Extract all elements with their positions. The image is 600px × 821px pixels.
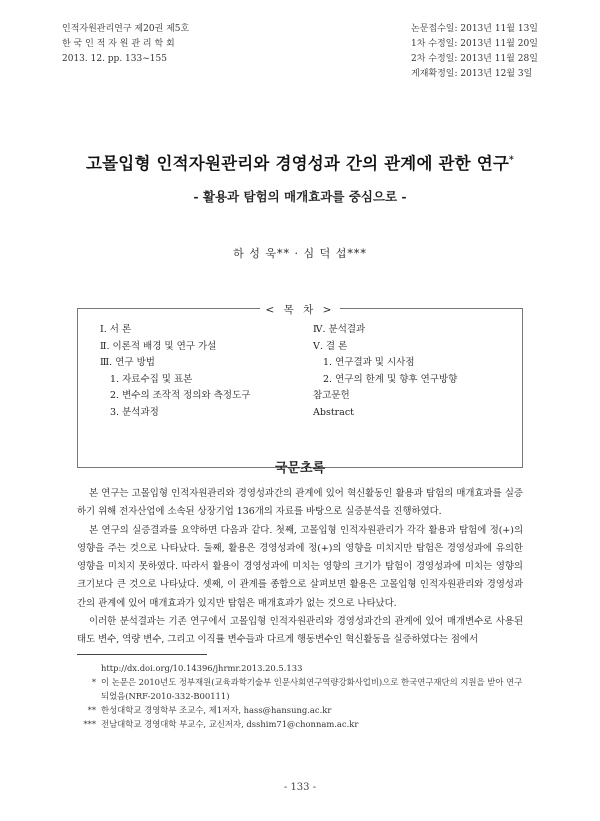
toc-title-text: < 목 차 > [260, 304, 341, 316]
footnote-first-author [77, 703, 523, 717]
paper-title-text: 고몰입형 인적자원관리와 경영성과 간의 관계에 관한 연구 [86, 154, 510, 173]
journal-line: 2013. 12. pp. 133~155 [62, 54, 167, 64]
authors: 하 성 욱** · 심 덕 섭*** [233, 247, 367, 260]
toc-item: Ⅱ. 이론적 배경 및 연구 가설 [100, 340, 217, 352]
footnote-mark: *** [83, 719, 96, 729]
page-number: - 133 - [283, 782, 317, 793]
toc-item: Ⅲ. 연구 방법 [100, 357, 155, 368]
paper-title [40, 150, 560, 174]
date-line: 2차 수정일: 2013년 11월 28일 [411, 54, 538, 64]
footnote-text: 이 논문은 2010년도 정부재원(교육과학기술부 인문사회연구역량강화사업비)으로 한국연구재단의 지원을 받아 연구되었음(NRF-2010-332-B00111) [101, 677, 523, 701]
footnotes [77, 661, 523, 731]
abstract-heading: 국문초록 [274, 461, 326, 476]
abstract-body [77, 485, 523, 650]
date-line: 논문접수일: 2013년 11월 13일 [411, 24, 538, 34]
footnote-mark: * [91, 677, 96, 687]
journal-line: 한 국 인 적 자 원 관 리 학 회 [62, 39, 175, 49]
footnote-doi [77, 661, 523, 675]
submission-dates [411, 22, 538, 82]
footnote-text: 전남대학교 경영대학 부교수, 교신저자, dsshim71@chonnam.ac.kr [101, 719, 359, 729]
date-line: 게재확정일: 2013년 12월 3일 [411, 69, 533, 79]
footnote-text: 한성대학교 경영학부 조교수, 제1저자, hass@hansung.ac.kr [101, 705, 332, 715]
footnote-funding [77, 675, 523, 703]
toc-subitem: 2. 연구의 한계 및 향후 연구방향 [323, 373, 458, 385]
toc-item: Ⅰ. 서 론 [100, 324, 132, 335]
toc-item: Ⅳ. 분석결과 [313, 324, 366, 335]
paper-subtitle: - 활용과 탐험의 매개효과를 중심으로 - [193, 189, 407, 204]
toc-subitem: 3. 분석과정 [110, 406, 159, 418]
toc-subitem: 1. 연구결과 및 시사점 [323, 357, 415, 368]
abstract-paragraph: 이러한 분석결과는 기존 연구에서 고몰입형 인적자원관리와 경영성과간의 관계에 있어 매개변수로 사용된 태도 변수, 역량 변수, 그리고 이직률 변수들과 다르게 행동변수인 혁신활동을 실증하였다는 점에서 [77, 616, 523, 646]
footnote-mark [77, 661, 101, 675]
journal-line: 인적자원관리연구 제20권 제5호 [62, 24, 190, 34]
toc-subitem: 2. 변수의 조작적 정의와 측정도구 [110, 390, 251, 401]
toc-left-column [100, 322, 250, 421]
toc-title [0, 302, 600, 317]
doi-link[interactable]: http://dx.doi.org/10.14396/jhrmr.2013.20.5.133 [101, 663, 303, 673]
footnote-mark: ** [87, 705, 96, 715]
abstract-paragraph: 본 연구는 고몰입형 인적자원관리와 경영성과간의 관계에 있어 혁신활동인 활용과 탐험의 매개효과를 실증하기 위해 전자산업에 소속된 상장기업 136개의 자료를 바탕으로 실증분석을 진행하였다. [77, 488, 523, 518]
toc-item: Ⅴ. 결 론 [313, 340, 348, 352]
title-footnote-mark: * [509, 155, 514, 166]
toc-right-column [313, 322, 457, 421]
toc-item: 참고문헌 [313, 390, 350, 401]
footnote-divider [77, 654, 207, 655]
abstract-paragraph: 본 연구의 실증결과를 요약하면 다음과 같다. 첫째, 고몰입형 인적자원관리가 각각 활용과 탐험에 정(+)의 영향을 주는 것으로 나타났다. 둘째, 활용은 경영성과에 정(+)의 영향을 미치지만 탐험은 경영성과에 유의한 영향을 미치지 못하였다. 따라서 활용이 경영성과에 미치는 영향의 크기가 탐험이 경영성과에 미치는 영향의 크기보다 큰 것으로 나타났다. 셋째, 이 관계를 종합으로 살펴보면 활용은 고몰입형 인적자원관리와 경영성과간의 관계에 있어 매개효과가 있지만 탐험은 매개효과가 없는 것으로 나타났다. [77, 524, 523, 609]
footnote-corresponding-author [77, 717, 523, 731]
journal-info [62, 22, 189, 67]
toc-item: Abstract [313, 406, 354, 418]
toc-subitem: 1. 자료수집 및 표본 [110, 373, 193, 385]
date-line: 1차 수정일: 2013년 11월 20일 [411, 39, 538, 49]
